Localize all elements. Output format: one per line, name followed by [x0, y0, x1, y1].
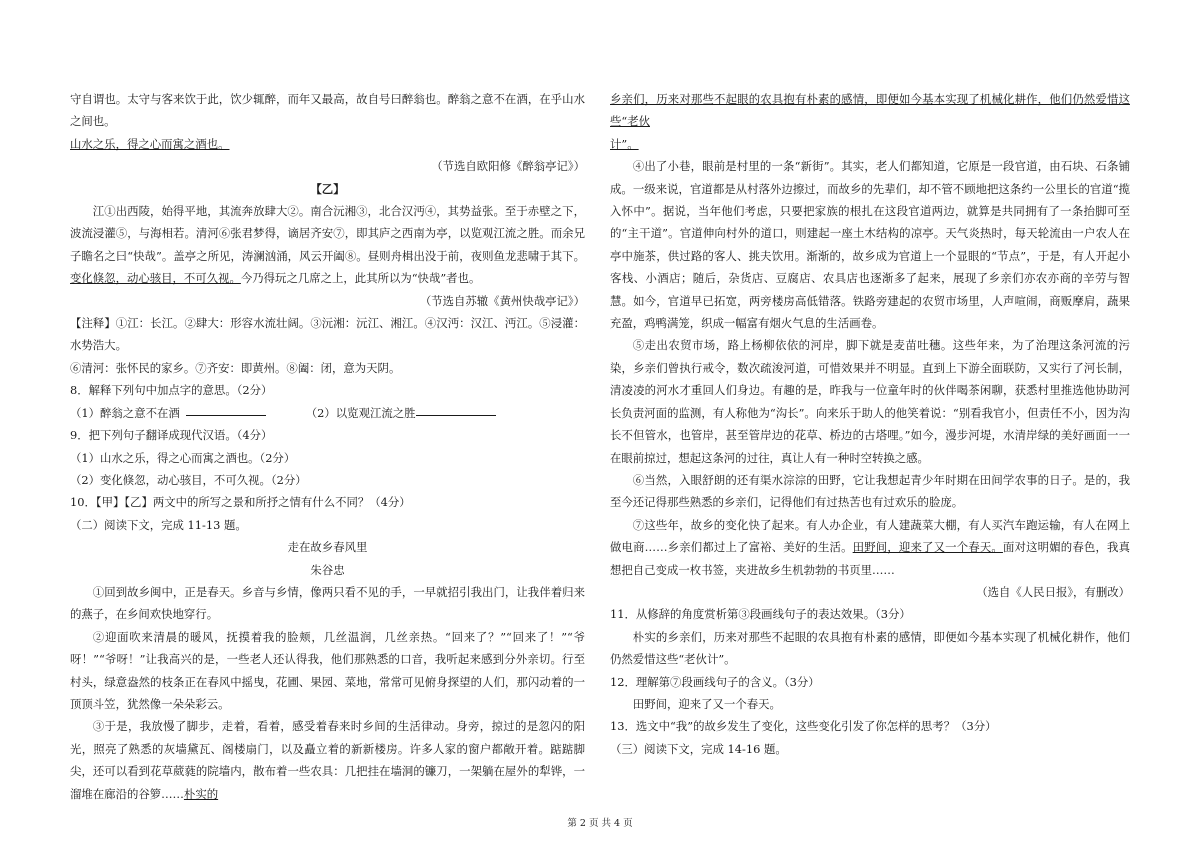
question-13: 13．选文中“我”的故乡发生了变化，这些变化引发了你怎样的思考？（3分） — [610, 719, 997, 734]
article-paragraph-4: ④出了小巷，眼前是村里的一条“新街”。其实，老人们都知道，它原是一段官道，由石块、石条铺成。一级来说，官道都是从村落外边擦过，而故乡的先辈们，却不管不顾地把这条约一公里长的官道“揽入怀中”。据说，当年他们考虑，只要把家族的根扎在这段官道两边，就算是共同拥有了一条抬脚可至的“主干道”。官道伸向村外的道口，则建起一座土木结构的凉亭。天气炎热时，每天轮流由一户农人在亭中施茶，供过路的客人、挑夫饮用。渐渐的，故乡成为官道上一个显眼的“节点”，于是，有人开起小客栈、小酒店；随后，杂货店、豆腐店、农具店也逐渐多了起来，展现了乡亲们亦农亦商的辛劳与智慧。如今，官道早已拓宽，两旁楼房高低错落。铁路旁建起的农贸市场里，人声喧闹，商贩摩肩，蔬果充盈，鸡鸭满笼，织成一幅富有烟火气息的生活画卷。 — [610, 159, 1130, 331]
q8-item-1: （1）醉翁之意不在酒 — [70, 405, 180, 420]
right-column — [610, 88, 1130, 760]
article-paragraph-6: ⑥当然，入眼舒朗的还有渠水淙淙的田野，它让我想起青少年时期在田间学农事的日子。是的，我至今还记得那些熟悉的乡亲们，记得他们有过热苦也有过欢乐的脸庞。 — [610, 472, 1130, 510]
source-note-yi: （节选自苏辙《黄州快哉亭记》） — [419, 293, 585, 308]
question-9: 9．把下列句子翻译成现代汉语。（4分） — [70, 428, 273, 443]
yi-underlined-sentence: 变化倏忽，动心骇目，不可久视。 — [70, 271, 241, 286]
article-paragraph-2: ②迎面吹来清晨的暖风，抚摸着我的脸颊，几丝温润，几丝亲热。“回来了？”“回来了！”“爷呀！”“爷呀！”让我高兴的是，一些老人还认得我，他们那熟悉的口音，我听起来感到分外亲切。行至村头，绿意盎然的枝条正在春风中摇曳，花圃、果园、菜地，常常可见俯身探望的人们，那闪动着的一顶顶斗笠，犹然像一朵朵彩云。 — [70, 629, 585, 711]
paragraph-3-underlined: 朴实的 — [183, 786, 219, 801]
yi-text: 江①出西陵，始得平地，其流奔放肆大②。南合沅湘③，北合汉沔④，其势益张。至于赤壁之下，波流浸灌⑤，与海相若。清河⑥张君梦得，谪居齐安⑦，即其庐之西南为亭，以览观江流之胜。而余兄子瞻名之曰“快哉”。盖亭之所见，涛澜汹涌，风云开阖⑧。昼则舟楫出没于前，夜则鱼龙悲啸于其下。 — [70, 204, 585, 263]
source-note-jia: （节选自欧阳修《醉翁亭记》） — [431, 159, 585, 174]
article-paragraph-3 — [70, 715, 585, 805]
section-2-heading: （二）阅读下文，完成 11-13 题。 — [70, 517, 247, 532]
paragraph-3-text: ③于是，我放慢了脚步，走着，看着，感受着春来时乡间的生活律动。身旁，掠过的是忽闪的阳光，照亮了熟悉的灰墙黛瓦、阁楼扇门，以及矗立着的新新楼房。许多人家的窗户都敞开着。踮踮脚尖，还可以看到花草葳蕤的院墙内，散布着一些农具：几把挂在墙洞的镰刀，一架躺在屋外的犁铧，一溜堆在廊沿的谷箩…… — [70, 719, 585, 801]
paragraph-7-text-end: 面对这明媚的春色，我真想把自己变成一枚书签，夹进故乡生机勃勃的书页里…… — [610, 540, 1130, 577]
answer-blank[interactable] — [416, 402, 496, 416]
paragraph-3-underlined-end: 计”。 — [610, 136, 639, 151]
question-8-items — [70, 402, 585, 424]
question-12: 12．理解第⑦段画线句子的含义。（3分） — [610, 674, 820, 689]
article-source: （选自《人民日报》，有删改） — [976, 584, 1130, 599]
article-paragraph-5: ⑤走出农贸市场，路上杨柳依依的河岸，脚下就是麦苗吐穗。这些年来，为了治理这条河流的污染，乡亲们曾执行戒令，数次疏浚河道，可惜效果并不明显。直到上下游全面联防，又实行了河长制，清凌凌的河水才重回人们身边。有趣的是，昨我与一位童年时的伙伴喝茶闲聊，获悉村里推选他协助河长负责河面的监测，有人称他为“沟长”。向来乐于助人的他笑着说：“别看我官小，但责任不小，因为沟长不但管水，也管岸，甚至管岸边的花草、桥边的古塔哩。”如今，漫步河堤，水清岸绿的美好画面一一在眼前掠过，想起这条河的过往，真让人有一种时空转换之感。 — [610, 338, 1130, 465]
q9-item-2: （2）变化倏忽，动心骇目，不可久视。（2分） — [70, 472, 307, 487]
question-11: 11．从修辞的角度赏析第③段画线句子的表达效果。（3分） — [610, 607, 911, 622]
question-12-quote: 田野间，迎来了又一个春天。 — [632, 696, 781, 711]
paragraph-7-text: ⑦这些年，故乡的变化快了起来。有人办企业，有人建蔬菜大棚，有人买汽车跑运输，有人在网上做电商……乡亲们都过上了富裕、美好的生活。 — [610, 517, 1130, 555]
paragraph-7-underlined: 田野间，迎来了又一个春天。 — [852, 540, 1003, 555]
left-column — [70, 88, 585, 805]
jia-text-line: 守自谓也。太守与客来饮于此，饮少辄醉，而年又最高，故自号曰醉翁也。醉翁之意不在酒，在乎山水之间也。 — [70, 92, 585, 129]
yi-heading: 【乙】 — [310, 181, 345, 196]
article-paragraph-1: ①回到故乡闽中，正是春天。乡音与乡情，像两只看不见的手，一早就招引我出门，让我伴着归来的燕子，在乡间欢快地穿行。 — [70, 584, 585, 622]
question-11-quote: 朴实的乡亲们，历来对那些不起眼的农具抱有朴素的感情，即便如今基本实现了机械化耕作，他们仍然爱惜这些“老伙计”。 — [610, 629, 1130, 667]
annotation-line: 【注释】①江：长江。②肆大：形容水流壮阔。③沅湘：沅江、湘江。④汉沔：汉江、沔江。⑤浸灌：水势浩大。 — [70, 316, 585, 353]
answer-blank[interactable] — [186, 402, 266, 416]
q9-item-1: （1）山水之乐，得之心而寓之酒也。（2分） — [70, 450, 296, 465]
yi-paragraph — [70, 200, 585, 290]
question-10: 10．【甲】【乙】两文中的所写之景和所抒之情有什么不同？（4分） — [70, 495, 411, 510]
yi-text-end: 今乃得玩之几席之上，此其所以为“快哉”者也。 — [240, 271, 481, 286]
paragraph-3-underlined-continued: 乡亲们，历来对那些不起眼的农具抱有朴素的感情，即便如今基本实现了机械化耕作，他们仍然爱惜这些“老伙 — [610, 92, 1130, 129]
article-title: 走在故乡春风里 — [287, 540, 368, 555]
annotation-line: ⑥清河：张怀民的家乡。⑦齐安：即黄州。⑧阖：闭，意为天阴。 — [70, 360, 401, 375]
article-author: 朱谷忠 — [310, 562, 345, 577]
q8-item-2: （2）以览观江流之胜 — [305, 405, 416, 420]
article-paragraph-7 — [610, 514, 1130, 581]
section-3-heading: （三）阅读下文，完成 14-16 题。 — [610, 741, 787, 756]
question-8: 8．解释下列句中加点字的意思。（2分） — [70, 383, 273, 398]
page-footer: 第 2 页 共 4 页 — [567, 818, 633, 829]
jia-text-underlined: 山水之乐，得之心而寓之酒也。 — [70, 136, 230, 151]
